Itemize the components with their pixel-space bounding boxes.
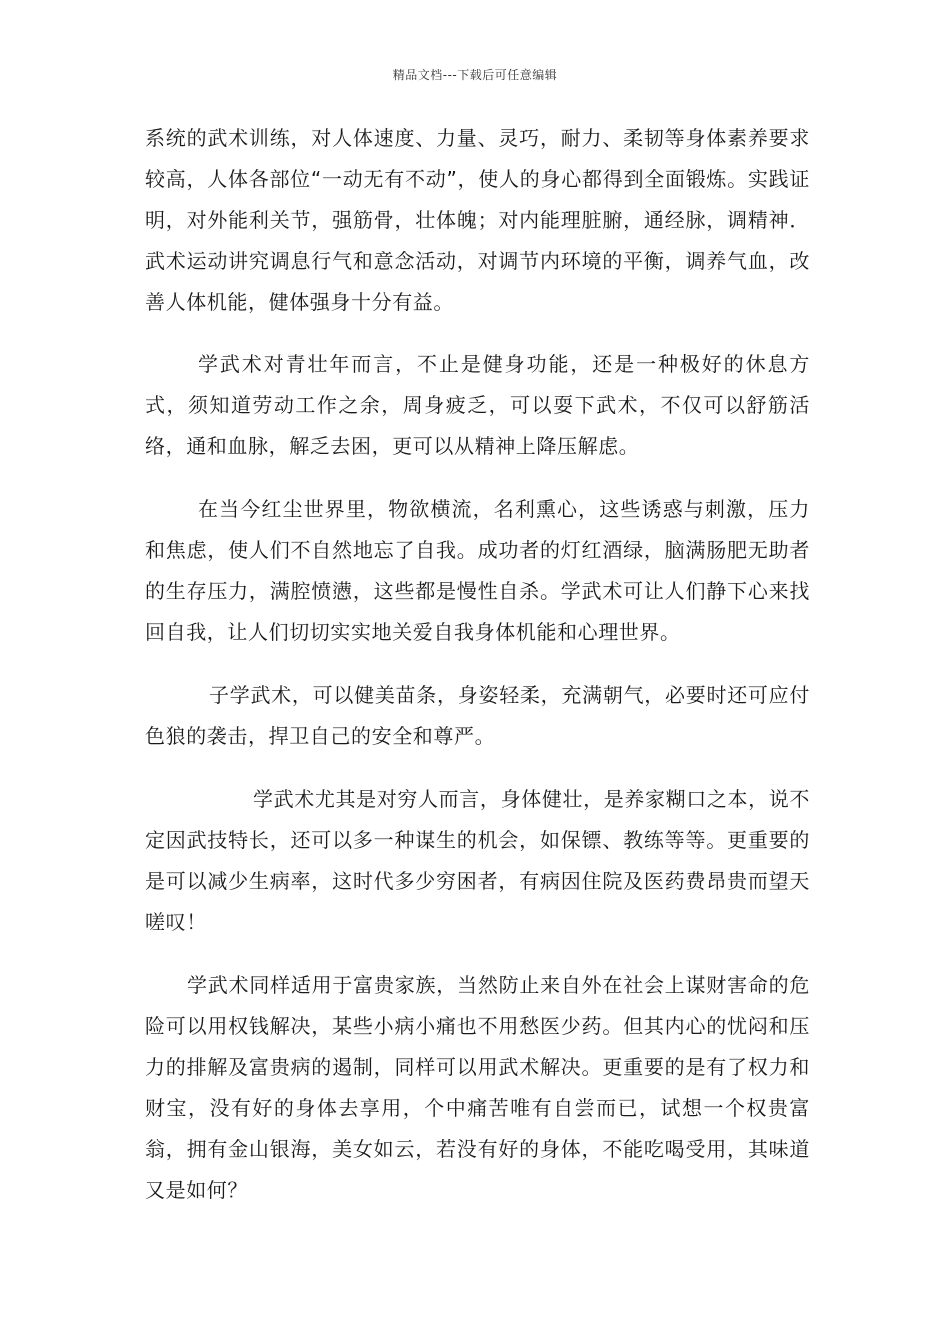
document-body	[145, 118, 810, 1233]
paragraph-6: 学武术同样适用于富贵家族，当然防止来自外在社会上谋财害命的危险可以用权钱解决，某些小病小痛也不用愁医少药。但其内心的忧闷和压力的排解及富贵病的遏制，同样可以用武术解决。更重要的是有了权力和财宝，没有好的身体去享用，个中痛苦唯有自尝而已，试想一个权贵富翁，拥有金山银海，美女如云，若没有好的身体，不能吃喝受用，其味道又是如何？	[145, 973, 810, 1202]
paragraph-2: 学武术对青壮年而言，不止是健身功能，还是一种极好的休息方式，须知道劳动工作之余，周身疲乏，可以耍下武术，不仅可以舒筋活络，通和血脉，解乏去困，更可以从精神上降压解虑。	[145, 352, 810, 458]
paragraph-3: 在当今红尘世界里，物欲横流，名利熏心，这些诱惑与刺激，压力和焦虑，使人们不自然地忘了自我。成功者的灯红酒绿，脑满肠肥无助者的生存压力，满腔愤懑，这些都是慢性自杀。学武术可让人们静下心来找回自我，让人们切切实实地关爱自我身体机能和心理世界。	[145, 497, 810, 644]
paragraph-5: 学武术尤其是对穷人而言，身体健壮，是养家糊口之本，说不定因武技特长，还可以多一种谋生的机会，如保镖、教练等等。更重要的是可以减少生病率，这时代多少穷困者，有病因住院及医药费昂贵而望天嗟叹！	[145, 787, 810, 934]
paragraph-4: 子学武术，可以健美苗条，身姿轻柔，充满朝气，必要时还可应付色狼的袭击，捍卫自己的安全和尊严。	[145, 683, 810, 748]
paragraph-1: 系统的武术训练，对人体速度、力量、灵巧，耐力、柔韧等身体素养要求较高，人体各部位“一动无有不动”，使人的身心都得到全面锻炼。实践证明，对外能利关节，强筋骨，壮体魄；对内能理脏腑，通经脉，调精神．武术运动讲究调息行气和意念活动，对调节内环境的平衡，调养气血，改善人体机能，健体强身十分有益。	[145, 126, 810, 314]
page-header: 精品文档---下载后可任意编辑	[392, 68, 558, 82]
